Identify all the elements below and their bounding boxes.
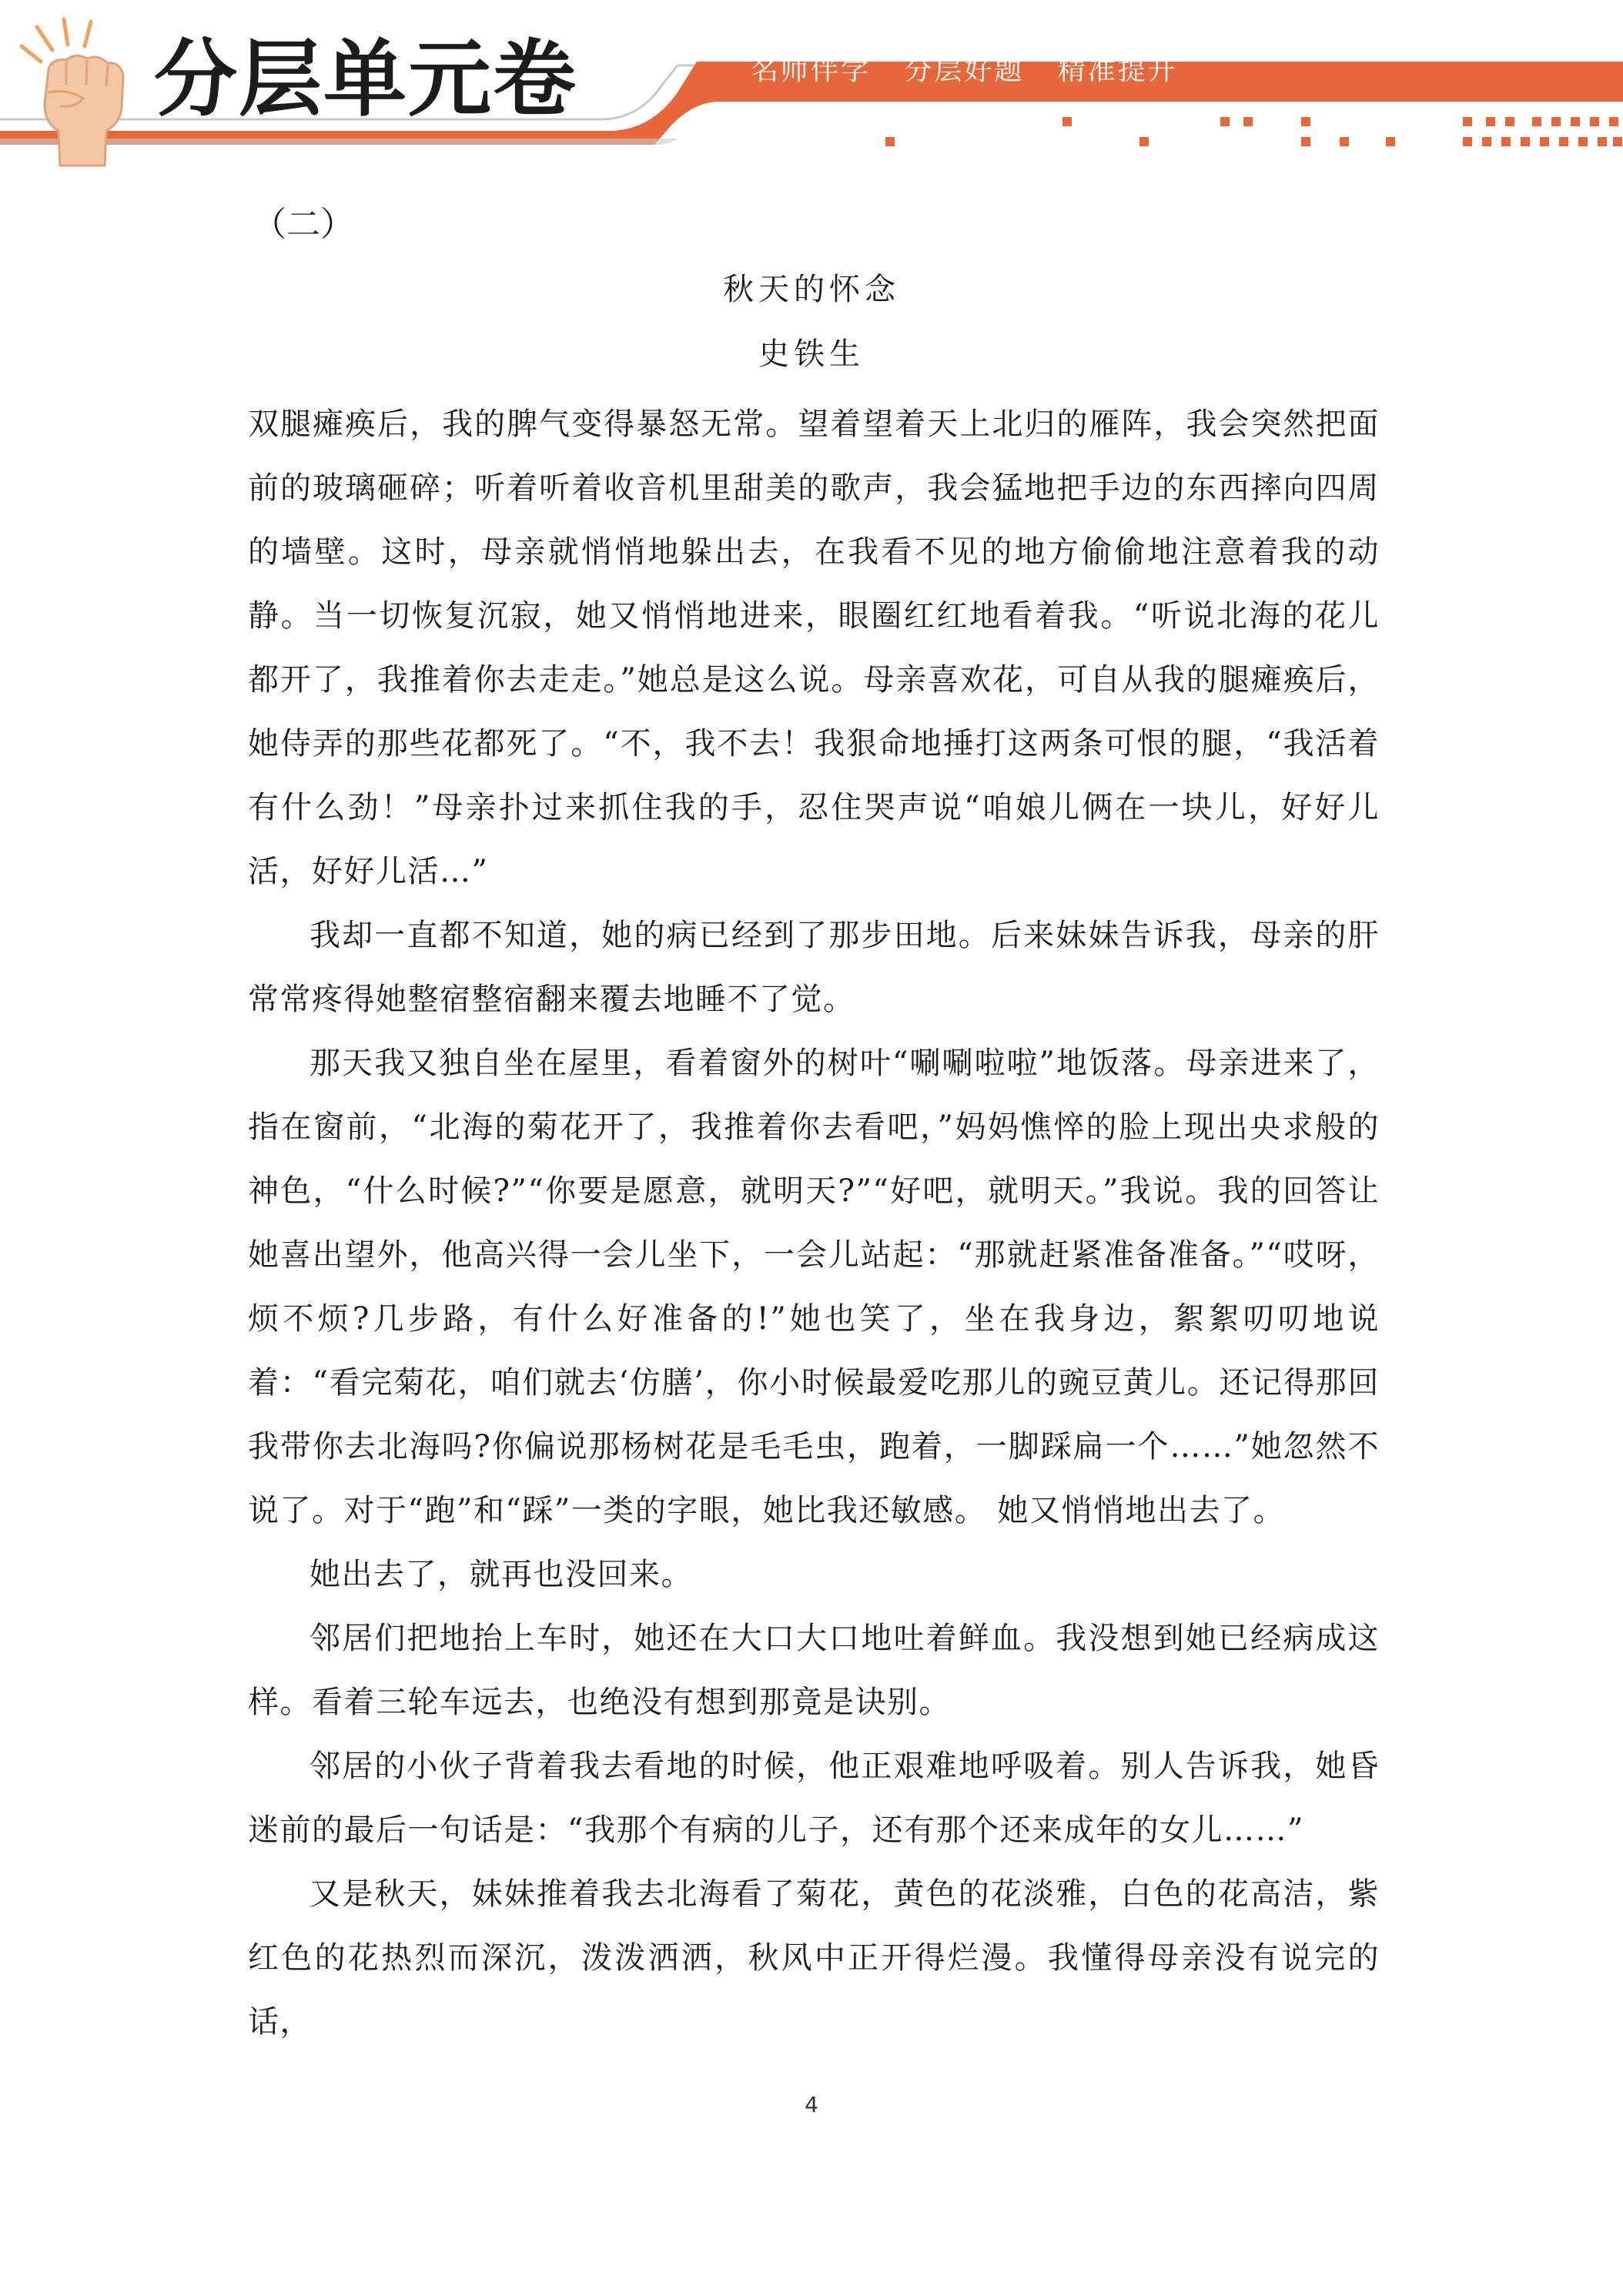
decor-squares bbox=[885, 117, 1622, 146]
article-title: 秋天的怀念 bbox=[723, 272, 900, 307]
brand-title: 分层单元卷 bbox=[154, 32, 578, 128]
raised-fist-icon bbox=[6, 15, 152, 169]
section-label: （二） bbox=[253, 205, 354, 244]
paragraph-1: 双腿瘫痪后，我的脾气变得暴怒无常。望着望着天上北归的雁阵，我会突然把面前的玻璃砸碎；听着听着收音机里甜美的歌声，我会猛地把手边的东西摔向四周的墙壁。这时，母亲就悄悄地躲出去，在我看不见的地方偷偷地注意着我的动静。当一切恢复沉寂，她又悄悄地进来，眼圈红红地看着我。“听说北海的花儿都开了，我推着你去走走。”她总是这么说。母亲喜欢花，可自从我的腿瘫痪后，她侍弄的那些花都死了。“不，我不去！我狠命地捶打这两条可恨的腿，“我活着有什么劲！”母亲扑过来抓住我的手，忍住哭声说“咱娘儿俩在一块儿，好好儿活，好好儿活…” bbox=[248, 407, 1380, 889]
header-slogan: 名师伴学 分层好题 精准提升 bbox=[751, 55, 1178, 86]
page-header bbox=[0, 0, 1623, 177]
article-body bbox=[248, 393, 1380, 2054]
paragraph-5: 邻居们把地抬上车时，她还在大口大口地吐着鲜血。我没想到她已经病成这样。看着三轮车远去，也绝没有想到那竟是诀别。 bbox=[248, 1621, 1380, 1720]
page-number: 4 bbox=[805, 2092, 818, 2117]
paragraph-3: 那天我又独自坐在屋里，看着窗外的树叶“唰唰啦啦”地饭落。母亲进来了，指在窗前，“北海的菊花开了，我推着你去看吧，”妈妈憔悴的脸上现出央求般的神色，“什么时候?”“你要是愿意，就明天?”“好吧，就明天。”我说。我的回答让她喜出望外，他高兴得一会儿坐下，一会儿站起：“那就赶紧准备准备。”“哎呀，烦不烦?几步路，有什么好准备的!”她也笑了，坐在我身边，絮絮叨叨地说着：“看完菊花，咱们就去‘仿膳’，你小时候最爱吃那儿的豌豆黄儿。还记得那回我带你去北海吗?你偏说那杨树花是毛毛虫，跑着，一脚踩扁一个……”她忽然不说了。对于“跑”和“踩”一类的字眼，她比我还敏感。 她又悄悄地出去了。 bbox=[248, 1046, 1380, 1528]
paragraph-7: 又是秋天，妹妹推着我去北海看了菊花，黄色的花淡雅，白色的花高洁，紫红色的花热烈而深沉，泼泼洒洒，秋风中正开得烂漫。我懂得母亲没有说完的话， bbox=[248, 1876, 1380, 2040]
paragraph-2: 我却一直都不知道，她的病已经到了那步田地。后来妹妹告诉我，母亲的肝常常疼得她整宿整宿翻来覆去地睡不了觉。 bbox=[248, 918, 1380, 1017]
paragraph-4: 她出去了，就再也没回来。 bbox=[310, 1557, 693, 1592]
article-author: 史铁生 bbox=[758, 336, 865, 372]
paragraph-6: 邻居的小伙子背着我去看地的时候，他正艰难地呼吸着。别人告诉我，她昏迷前的最后一句话是：“我那个有病的儿子，还有那个还来成年的女儿……” bbox=[248, 1749, 1380, 1848]
